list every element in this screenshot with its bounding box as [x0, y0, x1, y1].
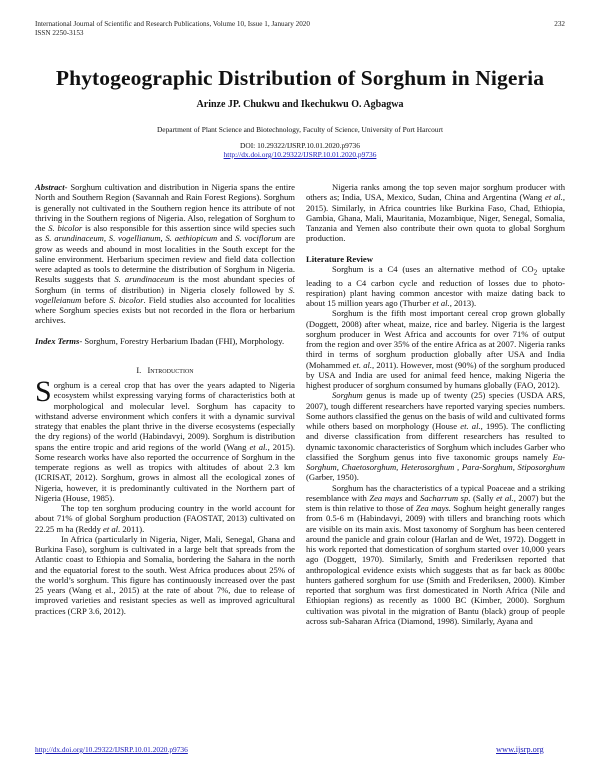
- running-header: [35, 20, 310, 38]
- page-number: 232: [554, 20, 565, 28]
- section-heading-introduction: I. Introduction: [136, 365, 194, 375]
- lit-paragraph-4: Sorghum has the characteristics of a typical Poaceae and a striking resemblance with Zea mays and Sacharrum sp. (Sally et al., 2007) but the stem is thin relative to those of Zea mays. Soghum height generally ranges from 0.5-6 m (Habindavyi, 2009) with tillers and branching roots which are visible on its main axis. Most taxonomy of Sorghum has been centered around the panicle and grain colour (Harlan and de Wet, 1972). Doggett in his work reported that domestication of sorghum started over 10,000 years ago (Doggett, 1970). Similarly, Smith and Frederiksen reported that anthropological evidence exists which suggests that as far back as 800bc hunters gathered sorghum for use (Smith and Frederiksen, 2000). Kimber reported that sorghum was first domesticated in North Africa (Nile and Ethiopian regions) as recently as 1000 BC (Kimber, 2000). Sorghum cultivation was pivotal in the migration of Bantu (black) group of people across sub-Saharan Africa (Diamond, 1998). Similarly, Ayana and: [306, 482, 566, 626]
- literature-review-heading: Literature Review: [306, 253, 373, 264]
- right-column: [306, 182, 565, 626]
- intro-paragraph-2: The top ten sorghum producing country in the world account for about 71% of global Sorghum production (FAOSTAT, 2013) cultivated on 22.25 m ha (Reddy et al. 2011).: [35, 503, 295, 534]
- intro-paragraph-1: Sorghum is a cereal crop that has over the years adapted to Nigeria ecosystem whilst expressing varying forms of characteristics both at morphological and molecular level. Sorghum has capacity to withstand adverse environment which confers it with a dynamic survival strategy that enables the plant thrive in the diverse ecosystems (especially the dry regions) of the world (Habindavyi, 2009). Sorghum is distribution spans the entire tropic and arid regions of the world (Wang et al., 2015). Some research works have also reported the occurrence of Sorghum in the temperate regions as well as tropics with altitudes of about 2.3 km (ICRISAT, 2012). Sorghum, grows in almost all the ecological zones of Nigeria, however, it is predominantly cultivated in the Northern part of Nigeria (House, 1985).: [35, 375, 295, 503]
- index-terms: Index Terms- Sorghum, Forestry Herbarium Ibadan (FHI), Morphology.: [35, 335, 285, 346]
- left-column: [35, 182, 295, 616]
- doi-link[interactable]: http://dx.doi.org/10.29322/IJSRP.10.01.2020.p9736: [223, 150, 377, 159]
- lit-paragraph-3: Sorghum genus is made up of twenty (25) species (USDA ARS, 2007), tough different researchers have reported varying species numbers. Some authors classified the genus on the basis of wild and cultivated forms while others based on morphology (House et. al., 1995). The conflicting and diverse classification from different researchers has resulted to dynamic taxonomic characteristics of Sorghum which includes Garber who classified the Sorghum genus into five taxonomic groups namely Eu-Sorghum, Chaetosorghum, Heterosorghum , Para-Sorghum, Stiposorghum (Garber, 1950).: [306, 390, 566, 483]
- issn: ISSN 2250-3153: [35, 29, 84, 37]
- index-terms-label: Index Terms: [35, 335, 80, 346]
- intro-paragraph-3: In Africa (particularly in Nigeria, Niger, Mali, Senegal, Ghana and Burkina Faso), sorghum is cultivated in a large belt that spreads from the Atlantic coast to Ethiopia and Somalia, bordering the Sahara in the north and the equatorial forest to the south. West Africa produces about 25% of the world’s sorghum. This figure has continuously increased over the past 25 years (Wang et al., 2015) at the rate of about 7%, due to release of improved varieties and resistant species as well as improved agricultural practices (CRP 3.6, 2012).: [35, 533, 295, 616]
- affiliation: Department of Plant Science and Biotechnology, Faculty of Science, University of Port Harcourt: [156, 125, 444, 134]
- authors: Arinze JP. Chukwu and Ikechukwu O. Agbagwa: [196, 99, 404, 110]
- paper-title: Phytogeographic Distribution of Sorghum in Nigeria: [55, 66, 545, 90]
- lit-paragraph-1: Sorghum is a C4 (uses an alternative method of $CO_2$ uptake leading to a C4 carbon cycle and reduction of losses due to photo-respiration) plant having common ancestor with maize dating back to about 15 million years ago (Thurber et al., 2013).: [306, 263, 565, 309]
- abstract-label: Abstract-: [35, 182, 68, 192]
- journal-name: International Journal of Scientific and Research Publications, Volume 10, Issue 1, January 2020: [35, 20, 310, 28]
- abstract: Abstract- Sorghum cultivation and distribution in Nigeria spans the entire North and Southern Region (Savannah and Rain Forest Regions). Sorghum is generally not cultivated in the Southern region hence its attribute of not thriving in the Southern regions of Nigeria. Also, relegation of Sorghum to the S. bicolor is also responsible for this assertion since wild species such as S. arundinaceum, S. vogellianum, S. aethiopicum and S. vociflorum are grow as weeds and abound in most localities in the South except for the saline environment. Herbarium specimen review and field data collection were adapted as tools to determine the distribution of Sorghum in Nigeria. Results suggests that S. arundinaceum is the most abundant species of Sorghum (in terms of distribution) in Nigeria closely followed by S. vogelleianum before S. bicolor. Field studies also accounted for localities where Sorghum species exists but not recorded in the flora or herbarium archives.: [35, 182, 296, 326]
- footer-site-link[interactable]: www.ijsrp.org: [496, 745, 544, 754]
- ranking-paragraph: Nigeria ranks among the top seven major sorghum producer with others as; India, USA, Mexico, Sudan, China and Argentina (Wang et al., 2015). Similarly, in Africa countries like Burkina Faso, Chad, Ethiopia, Gambia, Ghana, Mali, Mauritania, Mozambique, Niger, Senegal, Somalia, Tanzania and Yemen also contribute their own quota to global Sorghum production.: [306, 182, 565, 244]
- footer-doi-link[interactable]: http://dx.doi.org/10.29322/IJSRP.10.01.2020.p9736: [35, 745, 188, 754]
- doi-label: DOI: 10.29322/IJSRP.10.01.2020.p9736: [240, 141, 360, 150]
- drop-cap: S: [35, 375, 52, 408]
- lit-paragraph-2: Sorghum is the fifth most important cereal crop grown globally (Doggett, 2008) after wheat, maize, rice and barley. Nigeria is the largest sorghum producer in West Africa and accounts for over 71% of output from the region and over 35% of the entire Africa as at 2007. Nigeria ranks third in terms of sorghum production globally after USA and India (Mohammed et. al., 2011). However, most (90%) of the sorghum produced by USA and India are used for animal feed hence, making Nigeria the highest producer of sorghum consumed by humans globally (FAO, 2012).: [306, 308, 565, 391]
- doi-block: [0, 141, 600, 159]
